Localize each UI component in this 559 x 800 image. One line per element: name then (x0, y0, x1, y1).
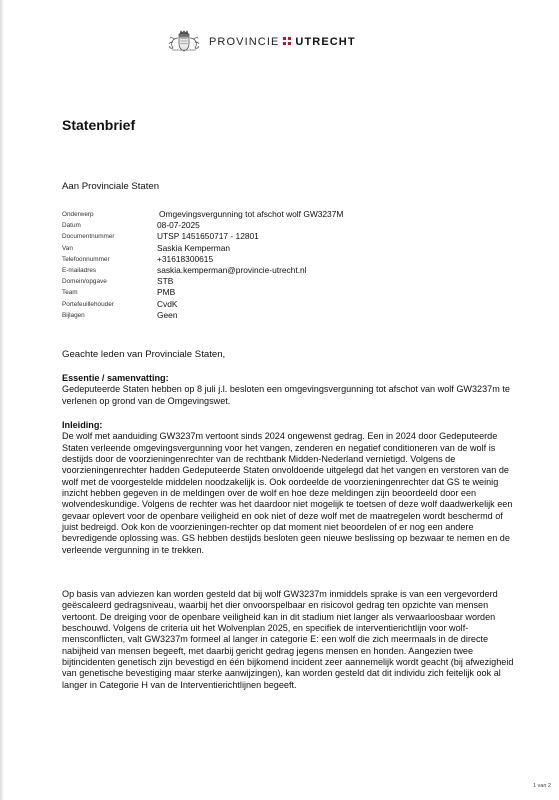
meta-value: Omgevingsvergunning tot afschot wolf GW3237M (159, 209, 344, 219)
meta-key: E-mailadres (62, 266, 97, 274)
brand-right: UTRECHT (295, 36, 356, 48)
inleiding-heading: Inleiding: (62, 420, 103, 430)
meta-row (62, 276, 502, 287)
meta-row (62, 254, 502, 265)
page-number: 1 van 2 (532, 783, 551, 789)
email-link[interactable]: saskia.kemperman@provincie-utrecht.nl (157, 264, 307, 275)
letterhead (0, 29, 559, 53)
metadata-table (62, 209, 502, 321)
meta-key: Domein/opgave (62, 278, 107, 286)
meta-value: UTSP 1451650717 - 12801 (157, 231, 259, 242)
brand-dots-icon (283, 37, 291, 45)
meta-key: Team (62, 289, 78, 297)
meta-key: Telefoonnummer (62, 255, 110, 263)
meta-key: Documentnummer (62, 233, 115, 241)
meta-row (62, 209, 502, 220)
meta-value: Geen (157, 309, 178, 320)
meta-key: Bijlagen (62, 311, 85, 319)
meta-value: +31618300615 (157, 253, 214, 264)
meta-value: PMB (157, 287, 176, 298)
meta-key: Portefeuillehouder (62, 300, 114, 308)
essentie-text: Gedeputeerde Staten hebben op 8 juli j.l. besloten een omgevingsvergunning tot afschot van wolf GW3237m te verlenen op grond van de Omgevingswet. (62, 384, 510, 406)
essentie-section (62, 373, 517, 407)
meta-row (62, 299, 502, 310)
meta-row (62, 243, 502, 254)
coat-of-arms-icon (166, 29, 202, 53)
meta-key: Van (62, 244, 73, 252)
meta-row (62, 287, 502, 298)
page-edge-shadow (0, 0, 4, 800)
brand-left: PROVINCIE (209, 36, 280, 48)
inleiding-text: De wolf met aanduiding GW3237m vertoont sinds 2024 ongewenst gedrag. Een in 2024 door Gedeputeerde Staten verleende omgevingsvergunning voor het vangen, zenderen en negatief conditioneren van de wolf is destijds door de voorzieningenrechter van de rechtbank Midden-Nederland vernietigd. Volgens de voorzieningenrechter hadden Gedeputeerde Staten onvoldoende uitgelegd dat het vangen en verstoren van de wolf met de voorgestelde middelen noodzakelijk is. Ook oordeelde de voorzieningenrechter dat GS te weinig inzicht hebben gegeven in de meldingen over de wolf en hoe deze meldingen zijn beoordeeld door een wolvendeskundige. Volgens de rechter was het daardoor niet mogelijk te toetsen of deze wolf daadwerkelijk een gevaar oplevert voor de openbare veiligheid en ook niet of deze wolf met de maatregelen wordt beschermd of juist bedreigd. Ook kon de voorzieningen-rechter op dat moment niet beoordelen of er nog een andere bevredigende oplossing was. GS hebben destijds besloten geen nieuwe beslissing op bezwaar te nemen en de verleende vergunning in te trekken. (62, 431, 513, 555)
meta-row (62, 231, 502, 242)
meta-row (62, 220, 502, 231)
meta-value: Saskia Kemperman (157, 242, 231, 253)
meta-row (62, 310, 502, 321)
meta-value: STB (157, 276, 174, 287)
addressee: Aan Provinciale Staten (62, 181, 160, 192)
brand-wordmark (209, 36, 356, 48)
inleiding-section (62, 420, 517, 556)
salutation: Geachte leden van Provinciale Staten, (62, 349, 226, 360)
document-title: Statenbrief (62, 117, 136, 133)
meta-value: 08-07-2025 (157, 220, 200, 231)
meta-key: Onderwerp (62, 211, 94, 218)
essentie-heading: Essentie / samenvatting: (62, 373, 169, 383)
meta-key: Datum (62, 222, 81, 230)
meta-value: CvdK (157, 298, 178, 309)
meta-row (62, 265, 502, 276)
advies-paragraph: Op basis van adviezen kan worden gesteld dat bij wolf GW3237m inmiddels sprake is van een vergevorderd geëscaleerd gedragsniveau, waarbij het dier onvoorspelbaar en risicovol gedrag ten opzichte van mensen vertoont. De dreiging voor de openbare veiligheid kan in dit stadium niet langer als verwaarloosbaar worden beschouwd. Volgens de criteria uit het Wolvenplan 2025, en specifiek de interventierichtlijn voor wolf-mensconflicten, valt GW3237m formeel al langer in categorie E: een wolf die zich meermaals in de directe nabijheid van mensen begeeft, met daarbij gericht gedrag jegens mensen en honden. Aangezien twee bijtincidenten genetisch zijn bevestigd en één bijkomend incident zeer aannemelijk wordt geacht (bij afwezigheid van genetische bevestiging maar sterke aanwijzingen), kan worden gesteld dat dit individu zich feitelijk ook al langer in Categorie H van de Interventierichtlijnen begeeft. (62, 589, 514, 690)
